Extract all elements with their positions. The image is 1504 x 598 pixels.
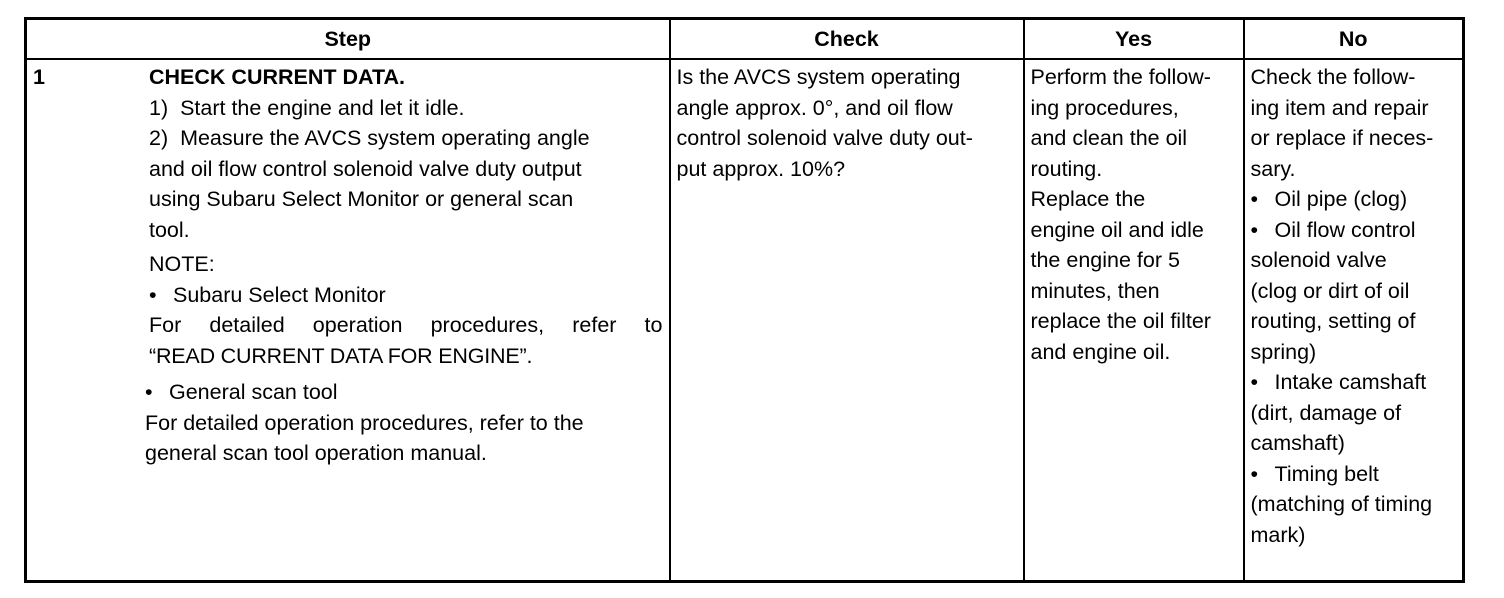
no-item-line: (matching of timing [1250, 492, 1433, 516]
bullet-icon: • [1250, 187, 1259, 211]
step-number: 1 [33, 65, 45, 89]
no-item-line: camshaft) [1250, 431, 1345, 455]
bullet-icon: • [145, 380, 153, 404]
no-item-label: Oil flow control [1274, 217, 1416, 242]
bullet-select-monitor-label: Subaru Select Monitor [173, 282, 386, 307]
no-item-line: mark) [1250, 522, 1306, 547]
general-scan-block [145, 377, 663, 469]
select-monitor-text-line-2: “READ CURRENT DATA FOR ENGINE”. [149, 343, 533, 368]
header-row [26, 19, 1464, 60]
no-item-label: Timing belt [1274, 461, 1379, 486]
header-check: Check [670, 19, 1024, 60]
no-item-intake-camshaft [1251, 367, 1457, 398]
procedure-2-line-4: tool. [149, 217, 190, 242]
procedure-2-line-3: using Subaru Select Monitor or general scan [149, 187, 574, 211]
general-scan-text-line-1: For detailed operation procedures, refer to the [145, 410, 584, 435]
no-item-oil-flow-control [1251, 215, 1457, 246]
yes-line: the engine for 5 [1030, 248, 1180, 272]
bullet-general-scan-label: General scan tool [169, 380, 338, 404]
yes-line: replace the oil filter [1030, 309, 1211, 333]
step-body [145, 60, 663, 469]
check-line: control solenoid valve duty out- [676, 126, 973, 150]
yes-line: Perform the follow- [1030, 65, 1211, 89]
procedure-2-line-2: and oil flow control solenoid valve duty output [149, 156, 582, 181]
no-item-oil-pipe [1251, 184, 1457, 215]
yes-line: routing. [1030, 156, 1103, 181]
bullet-icon: • [149, 282, 157, 307]
yes-line: engine oil and idle [1030, 217, 1204, 242]
header-step: Step [26, 19, 670, 60]
no-line: ing item and repair [1250, 95, 1429, 120]
check-line: Is the AVCS system operating [676, 65, 961, 89]
select-monitor-text-line-1: For detailed operation procedures, refer to [149, 313, 663, 337]
yes-line: and clean the oil [1030, 126, 1188, 150]
bullet-select-monitor [149, 280, 663, 311]
no-line: sary. [1250, 156, 1296, 181]
step-title: CHECK CURRENT DATA. [149, 65, 405, 89]
no-line: or replace if neces- [1250, 126, 1434, 150]
procedure-1: 1) Start the engine and let it idle. [149, 95, 465, 120]
bullet-icon: • [1250, 370, 1259, 394]
no-item-timing-belt [1251, 459, 1457, 490]
check-line: angle approx. 0°, and oil flow [676, 95, 953, 120]
check-line: put approx. 10%? [676, 156, 846, 181]
no-item-line: (clog or dirt of oil [1250, 278, 1410, 303]
step-cell [26, 59, 670, 582]
procedure-2-line-1: 2) Measure the AVCS system operating angle [149, 126, 590, 150]
no-item-label: Intake camshaft [1274, 370, 1427, 394]
yes-line: and engine oil. [1030, 339, 1171, 364]
no-item-line: (dirt, damage of [1250, 400, 1402, 425]
header-no: No [1244, 19, 1464, 60]
yes-cell [1024, 59, 1244, 582]
diagnostic-table [24, 17, 1465, 583]
yes-line: Replace the [1030, 187, 1146, 211]
no-item-label: Oil pipe (clog) [1274, 187, 1408, 211]
no-item-line: solenoid valve [1250, 248, 1387, 272]
header-yes: Yes [1024, 19, 1244, 60]
no-line: Check the follow- [1250, 65, 1416, 89]
note-label: NOTE: [149, 252, 215, 276]
yes-line: minutes, then [1030, 278, 1160, 303]
bullet-icon: • [1250, 461, 1259, 486]
no-item-line: spring) [1250, 339, 1317, 364]
bullet-icon: • [1250, 217, 1259, 242]
general-scan-text-line-2: general scan tool operation manual. [145, 441, 487, 465]
no-cell [1244, 59, 1464, 582]
yes-line: ing procedures, [1030, 95, 1179, 120]
table-row [26, 59, 1464, 582]
check-cell [670, 59, 1024, 582]
no-item-line: routing, setting of [1250, 309, 1416, 333]
bullet-general-scan [145, 377, 663, 408]
